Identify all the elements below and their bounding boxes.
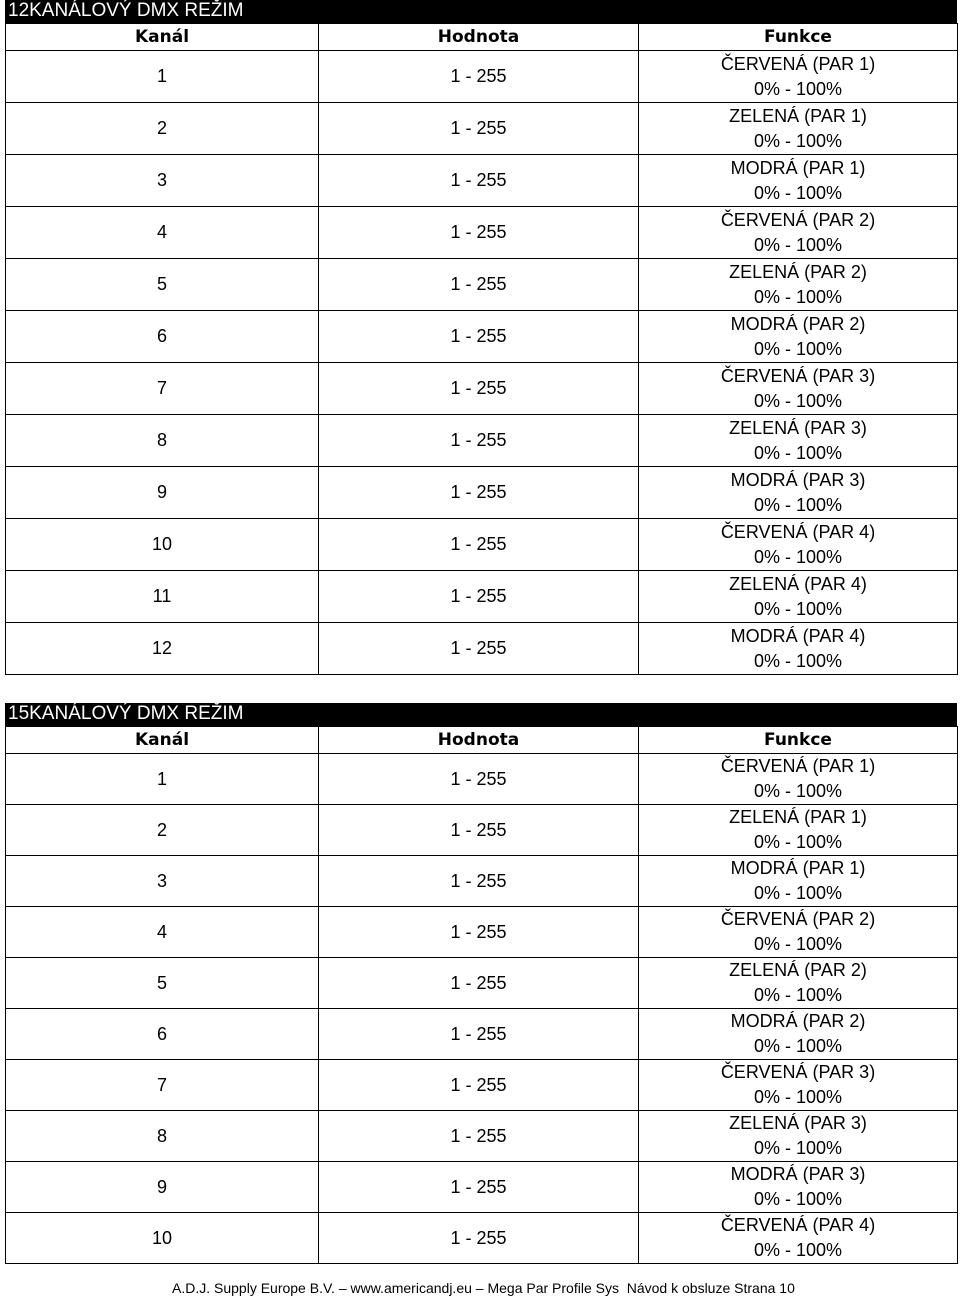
table-row — [6, 1009, 958, 1060]
channel-cell: 4 — [6, 907, 319, 958]
dmx-15ch-section — [5, 703, 957, 1264]
function-range: 0% - 100% — [753, 598, 843, 619]
dmx-12ch-table — [5, 23, 958, 675]
header-value: Hodnota — [319, 24, 639, 51]
footer-product: Mega Par Profile Sys — [487, 1280, 619, 1296]
channel-cell: 3 — [6, 155, 319, 207]
function-label: MODRÁ (PAR 1) — [730, 858, 866, 878]
value-cell: 1 - 255 — [319, 907, 639, 958]
value-cell: 1 - 255 — [319, 1213, 639, 1264]
value-cell: 1 - 255 — [319, 1060, 639, 1111]
function-label: ZELENÁ (PAR 1) — [729, 105, 867, 126]
table-row — [6, 363, 958, 415]
table-row — [6, 311, 958, 363]
function-label: MODRÁ (PAR 3) — [730, 1164, 866, 1184]
function-cell — [639, 51, 958, 103]
channel-cell: 7 — [6, 1060, 319, 1111]
function-range: 0% - 100% — [753, 883, 843, 903]
function-cell — [639, 754, 958, 805]
table-row — [6, 754, 958, 805]
function-cell — [639, 311, 958, 363]
function-label: ČERVENÁ (PAR 3) — [720, 1062, 876, 1082]
function-cell — [639, 207, 958, 259]
value-cell: 1 - 255 — [319, 1009, 639, 1060]
function-label: ČERVENÁ (PAR 2) — [720, 909, 876, 929]
header-function: Funkce — [639, 24, 958, 51]
value-cell: 1 - 255 — [319, 155, 639, 207]
footer-company: A.D.J. Supply Europe B.V. — [172, 1280, 335, 1296]
table-row — [6, 1111, 958, 1162]
function-range: 0% - 100% — [753, 1189, 843, 1209]
value-cell: 1 - 255 — [319, 1162, 639, 1213]
header-function: Funkce — [639, 727, 958, 754]
function-label: ČERVENÁ (PAR 4) — [720, 521, 876, 542]
function-range: 0% - 100% — [753, 234, 843, 255]
value-cell: 1 - 255 — [319, 259, 639, 311]
table-row — [6, 958, 958, 1009]
channel-cell: 10 — [6, 519, 319, 571]
function-label: ZELENÁ (PAR 4) — [729, 573, 867, 594]
function-cell — [639, 1060, 958, 1111]
channel-cell: 3 — [6, 856, 319, 907]
value-cell: 1 - 255 — [319, 415, 639, 467]
function-label: ZELENÁ (PAR 2) — [729, 960, 867, 980]
channel-cell: 4 — [6, 207, 319, 259]
function-range: 0% - 100% — [753, 78, 843, 99]
function-label: ČERVENÁ (PAR 1) — [720, 756, 876, 776]
table-row — [6, 51, 958, 103]
function-cell — [639, 155, 958, 207]
channel-cell: 2 — [6, 805, 319, 856]
function-label: ZELENÁ (PAR 3) — [729, 1113, 867, 1133]
function-range: 0% - 100% — [753, 286, 843, 307]
function-cell — [639, 1111, 958, 1162]
function-cell — [639, 519, 958, 571]
function-range: 0% - 100% — [753, 546, 843, 567]
function-range: 0% - 100% — [753, 934, 843, 954]
section-title: 12KANÁLOVÝ DMX REŽIM — [5, 0, 957, 23]
function-cell — [639, 1213, 958, 1264]
function-cell — [639, 805, 958, 856]
function-label: MODRÁ (PAR 2) — [730, 313, 866, 334]
function-label: ZELENÁ (PAR 2) — [729, 261, 867, 282]
table-row — [6, 103, 958, 155]
function-range: 0% - 100% — [753, 832, 843, 852]
channel-cell: 10 — [6, 1213, 319, 1264]
function-range: 0% - 100% — [753, 985, 843, 1005]
channel-cell: 11 — [6, 571, 319, 623]
function-range: 0% - 100% — [753, 650, 843, 671]
function-cell — [639, 103, 958, 155]
page-footer — [172, 1280, 795, 1296]
value-cell: 1 - 255 — [319, 623, 639, 675]
function-range: 0% - 100% — [753, 1138, 843, 1158]
header-channel: Kanál — [6, 24, 319, 51]
function-cell — [639, 363, 958, 415]
channel-cell: 5 — [6, 259, 319, 311]
footer-doc: Návod k obsluze Strana 10 — [626, 1280, 795, 1296]
table-row — [6, 571, 958, 623]
header-channel: Kanál — [6, 727, 319, 754]
function-label: MODRÁ (PAR 2) — [730, 1011, 866, 1031]
dmx-15ch-table — [5, 726, 958, 1264]
value-cell: 1 - 255 — [319, 363, 639, 415]
function-label: ČERVENÁ (PAR 2) — [720, 209, 876, 230]
function-range: 0% - 100% — [753, 1036, 843, 1056]
function-range: 0% - 100% — [753, 130, 843, 151]
value-cell: 1 - 255 — [319, 519, 639, 571]
table-row — [6, 155, 958, 207]
function-label: ČERVENÁ (PAR 3) — [720, 365, 876, 386]
value-cell: 1 - 255 — [319, 1111, 639, 1162]
table-row — [6, 467, 958, 519]
table-row — [6, 623, 958, 675]
function-label: ZELENÁ (PAR 1) — [729, 807, 867, 827]
function-cell — [639, 571, 958, 623]
table-row — [6, 907, 958, 958]
table-row — [6, 207, 958, 259]
function-range: 0% - 100% — [753, 182, 843, 203]
function-cell — [639, 1162, 958, 1213]
function-cell — [639, 415, 958, 467]
function-cell — [639, 856, 958, 907]
section-title: 15KANÁLOVÝ DMX REŽIM — [5, 703, 957, 726]
dmx-12ch-section — [5, 0, 957, 675]
value-cell: 1 - 255 — [319, 958, 639, 1009]
function-label: ČERVENÁ (PAR 1) — [720, 53, 876, 74]
footer-separator: – — [338, 1280, 347, 1296]
table-row — [6, 519, 958, 571]
channel-cell: 9 — [6, 467, 319, 519]
function-label: ZELENÁ (PAR 3) — [729, 417, 867, 438]
channel-cell: 2 — [6, 103, 319, 155]
value-cell: 1 - 255 — [319, 207, 639, 259]
function-label: MODRÁ (PAR 3) — [730, 469, 866, 490]
header-value: Hodnota — [319, 727, 639, 754]
channel-cell: 1 — [6, 51, 319, 103]
value-cell: 1 - 255 — [319, 856, 639, 907]
table-row — [6, 259, 958, 311]
table-row — [6, 415, 958, 467]
function-range: 0% - 100% — [753, 1240, 843, 1260]
table-row — [6, 805, 958, 856]
footer-separator: – — [475, 1280, 484, 1296]
function-range: 0% - 100% — [753, 494, 843, 515]
function-range: 0% - 100% — [753, 781, 843, 801]
value-cell: 1 - 255 — [319, 311, 639, 363]
function-range: 0% - 100% — [753, 442, 843, 463]
value-cell: 1 - 255 — [319, 103, 639, 155]
value-cell: 1 - 255 — [319, 571, 639, 623]
value-cell: 1 - 255 — [319, 754, 639, 805]
channel-cell: 1 — [6, 754, 319, 805]
function-cell — [639, 958, 958, 1009]
table-header-row — [6, 727, 958, 754]
channel-cell: 9 — [6, 1162, 319, 1213]
channel-cell: 8 — [6, 1111, 319, 1162]
channel-cell: 6 — [6, 1009, 319, 1060]
channel-cell: 5 — [6, 958, 319, 1009]
table-header-row — [6, 24, 958, 51]
footer-website[interactable]: www.americandj.eu — [350, 1280, 472, 1296]
function-cell — [639, 259, 958, 311]
table-row — [6, 1060, 958, 1111]
function-label: MODRÁ (PAR 1) — [730, 157, 866, 178]
channel-cell: 12 — [6, 623, 319, 675]
function-cell — [639, 907, 958, 958]
function-cell — [639, 623, 958, 675]
channel-cell: 8 — [6, 415, 319, 467]
function-cell — [639, 1009, 958, 1060]
table-row — [6, 856, 958, 907]
function-range: 0% - 100% — [753, 390, 843, 411]
table-row — [6, 1213, 958, 1264]
value-cell: 1 - 255 — [319, 51, 639, 103]
function-label: ČERVENÁ (PAR 4) — [720, 1215, 876, 1235]
value-cell: 1 - 255 — [319, 805, 639, 856]
function-range: 0% - 100% — [753, 1087, 843, 1107]
channel-cell: 6 — [6, 311, 319, 363]
function-label: MODRÁ (PAR 4) — [730, 625, 866, 646]
value-cell: 1 - 255 — [319, 467, 639, 519]
channel-cell: 7 — [6, 363, 319, 415]
table-row — [6, 1162, 958, 1213]
function-range: 0% - 100% — [753, 338, 843, 359]
function-cell — [639, 467, 958, 519]
